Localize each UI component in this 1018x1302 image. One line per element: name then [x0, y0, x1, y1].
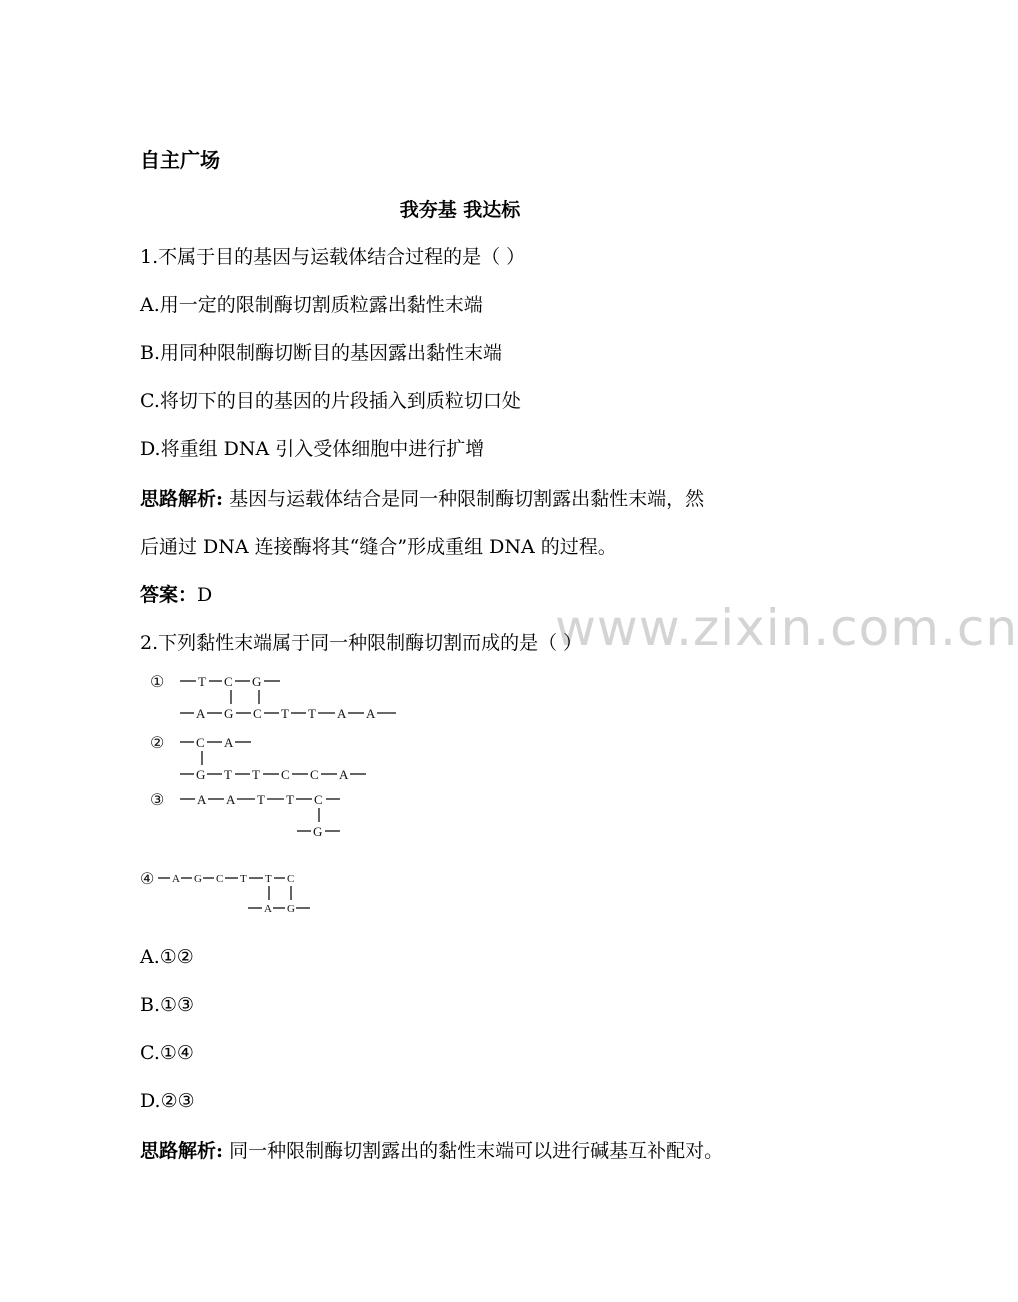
base: G: [287, 903, 295, 915]
base: C: [253, 706, 262, 721]
base: C: [281, 767, 290, 782]
base: T: [265, 873, 272, 885]
base: G: [194, 873, 202, 885]
q2-option-a: A.①②: [140, 946, 194, 968]
watermark: www.zixin.com.cn: [555, 599, 1018, 657]
q2-option-d: D.②③: [140, 1090, 195, 1112]
q1-analysis-cont: 后通过 DNA 连接酶将其“缝合”形成重组 DNA 的过程。: [140, 536, 617, 558]
diagram-label: ④: [140, 871, 155, 888]
base: T: [198, 674, 206, 689]
analysis-text: 基因与运载体结合是同一种限制酶切割露出黏性末端，然: [229, 488, 705, 510]
q2-stem: 2.下列黏性末端属于同一种限制酶切割而成的是（ ）: [140, 632, 583, 654]
diagram-label: ①: [150, 674, 165, 691]
page-title: 我夯基 我达标: [399, 199, 521, 221]
base: A: [196, 706, 206, 721]
base: A: [172, 873, 180, 885]
section-heading: 自主广场: [140, 148, 220, 172]
base: T: [308, 706, 316, 721]
q1-analysis: [140, 486, 704, 512]
base: A: [339, 767, 349, 782]
base: T: [257, 792, 265, 807]
diagram-3: [140, 786, 420, 842]
q1-stem: 1.不属于目的基因与运载体结合过程的是（ ）: [140, 246, 526, 268]
diagram-1: [140, 668, 420, 724]
base: A: [197, 792, 207, 807]
base: A: [226, 792, 236, 807]
base: T: [224, 767, 232, 782]
q2-analysis: [140, 1138, 723, 1164]
base: A: [224, 735, 234, 750]
base: G: [196, 767, 206, 782]
answer-label: 答案：: [140, 584, 198, 606]
q2-option-b: B.①③: [140, 994, 195, 1016]
base: T: [252, 767, 260, 782]
diagram-4: [140, 866, 420, 918]
base: G: [224, 706, 234, 721]
base: C: [310, 767, 319, 782]
q2-option-c: C.①④: [140, 1042, 194, 1064]
q1-option-a: A.用一定的限制酶切割质粒露出黏性末端: [140, 294, 483, 316]
base: G: [252, 674, 262, 689]
q1-answer: [140, 582, 212, 608]
base: C: [196, 735, 205, 750]
diagram-2: [140, 729, 420, 785]
base: T: [286, 792, 294, 807]
base: C: [224, 674, 233, 689]
base: C: [314, 792, 323, 807]
analysis-text: 同一种限制酶切割露出的黏性末端可以进行碱基互补配对。: [229, 1140, 724, 1162]
answer-value: D: [197, 584, 213, 606]
base: C: [287, 873, 295, 885]
q1-option-b: B.用同种限制酶切断目的基因露出黏性末端: [140, 342, 503, 364]
base: T: [240, 873, 247, 885]
q1-option-c: C.将切下的目的基因的片段插入到质粒切口处: [140, 390, 521, 412]
diagram-label: ③: [150, 792, 165, 809]
diagram-label: ②: [150, 735, 165, 752]
q1-option-d: D.将重组 DNA 引入受体细胞中进行扩增: [140, 438, 485, 460]
base: A: [337, 706, 347, 721]
base: A: [366, 706, 376, 721]
base: G: [313, 824, 323, 839]
analysis-label: 思路解析:: [140, 1140, 224, 1162]
base: A: [264, 903, 272, 915]
base: T: [281, 706, 289, 721]
analysis-label: 思路解析:: [140, 488, 224, 510]
base: C: [216, 873, 224, 885]
